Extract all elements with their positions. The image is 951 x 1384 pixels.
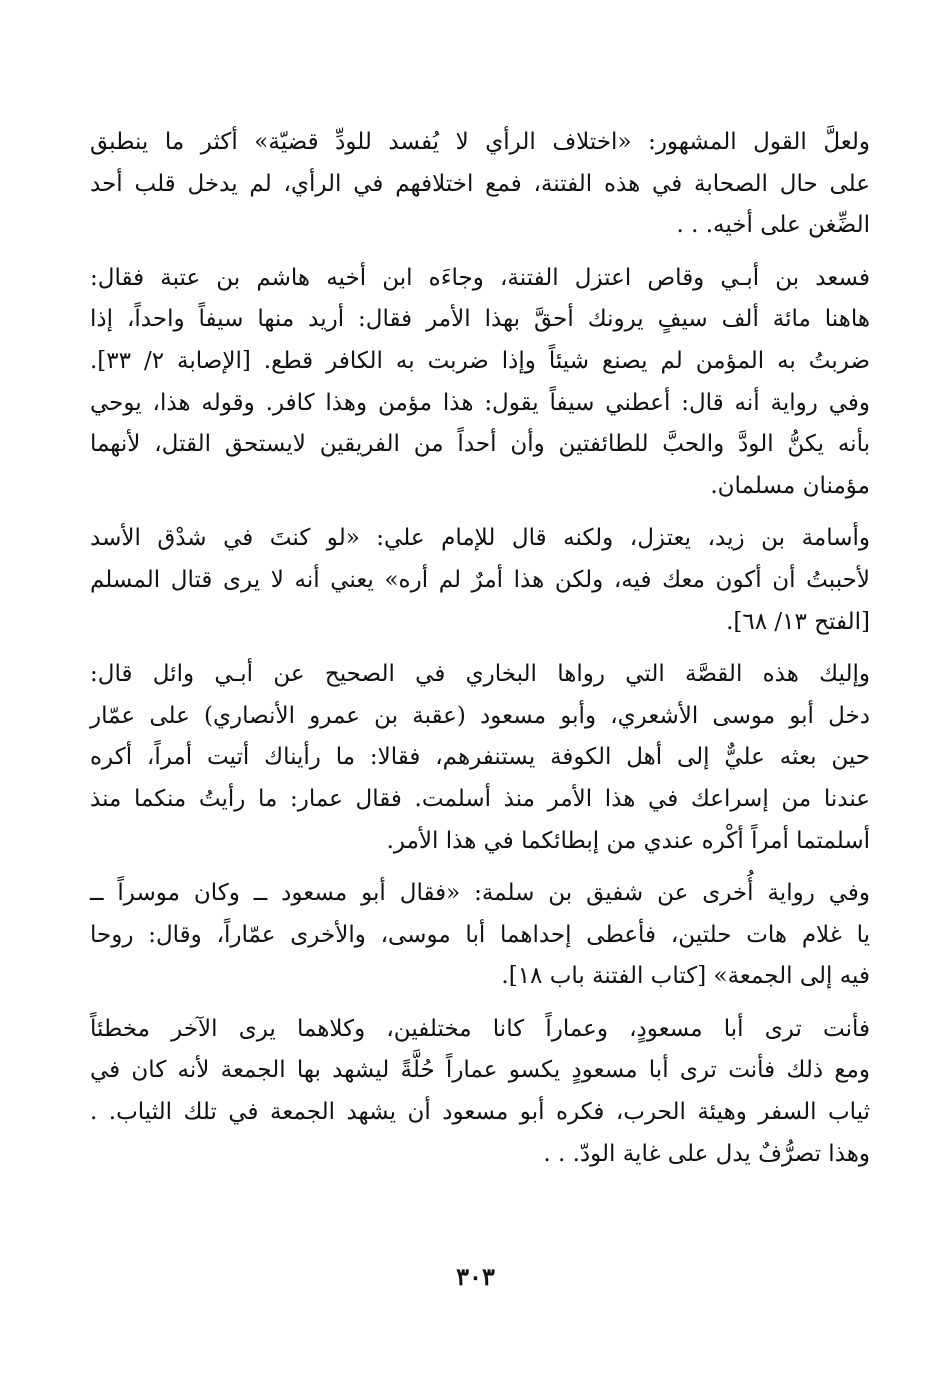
paragraph-6 xyxy=(90,1009,870,1175)
text-line: عندنا من إسراعك في هذا الأمر منذ أسلمت. فقال عمار: ما رأيتُ منكما منذ xyxy=(90,785,870,812)
text-line: فسعد بن أبـي وقاص اعتزل الفتنة، وجاءَه ابن أخيه هاشم بن عتبة فقال: xyxy=(90,264,870,291)
paragraph-4 xyxy=(90,654,870,862)
text-line: مؤمنان مسلمان. xyxy=(710,472,870,499)
body-text xyxy=(90,122,870,1175)
text-line: وهذا تصرُّفٌ يدل على غاية الودّ. . . xyxy=(543,1140,870,1167)
text-line: وإليك هذه القصَّة التي رواها البخاري في الصحيح عن أبـي وائل قال: xyxy=(90,661,870,688)
text-line: وفي رواية أنه قال: أعطني سيفاً يقول: هذا مؤمن وهذا كافر. وقوله هذا، يوحي xyxy=(90,389,870,416)
text-line: على حال الصحابة في هذه الفتنة، فمع اختلافهم في الرأي، لم يدخل قلب أحد xyxy=(90,170,870,197)
paragraph-1 xyxy=(90,122,870,247)
text-line: بأنه يكنُّ الودَّ والحبَّ للطائفتين وأن أحداً من الفريقين لايستحق القتل، لأنهما xyxy=(90,431,870,458)
text-line: حين بعثه عليٌّ إلى أهل الكوفة يستنفرهم، فقالا: ما رأيناك أتيت أمراً، أكره xyxy=(90,744,870,771)
text-line: فيه إلى الجمعة» [كتاب الفتنة باب ١٨]. xyxy=(501,963,870,990)
text-line: فأنت ترى أبا مسعودٍ، وعماراً كانا مختلفين، وكلاهما يرى الآخر مخطئاً xyxy=(90,1015,870,1042)
text-line: أسلمتما أمراً أكْره عندي من إبطائكما في هذا الأمر. xyxy=(386,827,870,854)
page-number: ٣٠٣ xyxy=(456,1262,495,1291)
paragraph-3 xyxy=(90,518,870,643)
text-line: [الفتح ١٣/ ٦٨]. xyxy=(726,608,870,635)
text-line: ثياب السفر وهيئة الحرب، فكره أبو مسعود أن يشهد الجمعة في تلك الثياب. . xyxy=(90,1099,870,1126)
text-line: دخل أبو موسى الأشعري، وأبو مسعود (عقبة بن عمرو الأنصاري) على عمّار xyxy=(90,702,870,729)
text-line: ولعلَّ القول المشهور: «اختلاف الرأي لا يُفسد للودِّ قضيّة» أكثر ما ينطبق xyxy=(90,129,870,155)
paragraph-5 xyxy=(90,873,870,998)
text-line: لأحببتُ أن أكون معك فيه، ولكن هذا أمرٌ لم أره» يعني أنه لا يرى قتال المسلم xyxy=(90,566,870,593)
text-line: ومع ذلك فأنت ترى أبا مسعودٍ يكسو عماراً حُلَّةً ليشهد بها الجمعة لأنه كان في xyxy=(90,1057,870,1084)
text-line: وأسامة بن زيد، يعتزل، ولكنه قال للإمام علي: «لو كنتَ في شدْق الأسد xyxy=(90,525,870,552)
text-line: هاهنا مائة ألف سيفٍ يرونك أحقَّ بهذا الأمر فقال: أريد منها سيفاً واحداً، إذا xyxy=(90,306,870,333)
text-line: الضِّغن على أخيه. . . xyxy=(676,212,870,239)
text-line: ضربتُ به المؤمن لم يصنع شيئاً وإذا ضربت به الكافر قطع. [الإصابة ٢/ ٣٣]. xyxy=(90,347,871,374)
text-line: يا غلام هات حلتين، فأعطى إحداهما أبا موسى، والأخرى عمّاراً، وقال: روحا xyxy=(90,921,870,948)
text-line: وفي رواية أُخرى عن شفيق بن سلمة: «فقال أبو مسعود ــ وكان موسراً ــ xyxy=(90,880,870,907)
paragraph-2 xyxy=(90,258,870,508)
